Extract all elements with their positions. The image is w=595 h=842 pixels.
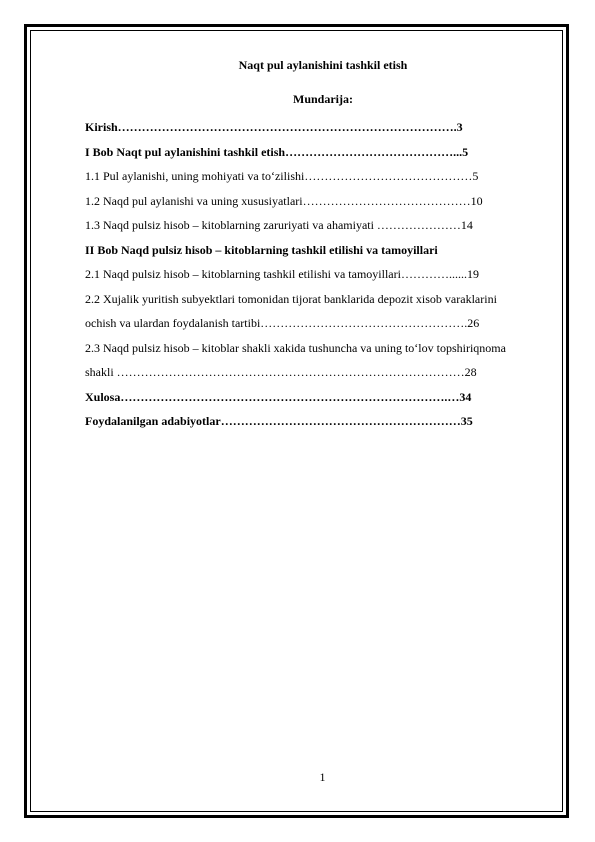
document-body bbox=[85, 55, 555, 434]
toc-entry[interactable]: 2.1 Naqd pulsiz hisob – kitoblarning tashkil etilishi va tamoyillari…………......19 bbox=[85, 267, 479, 281]
toc-entry[interactable]: II Bob Naqd pulsiz hisob – kitoblarning tashkil etilishi va tamoyillari bbox=[85, 242, 438, 257]
toc-entry[interactable]: 1.3 Naqd pulsiz hisob – kitoblarning zaruriyati va ahamiyati …………………14 bbox=[85, 218, 473, 232]
toc-entry[interactable]: 2.2 Xujalik yuritish subyektlari tomonidan tijorat banklarida depozit xisob varaklarini bbox=[85, 291, 497, 306]
document-title: Naqt pul aylanishini tashkil etish bbox=[238, 58, 408, 72]
table-of-contents bbox=[85, 115, 555, 434]
toc-entry[interactable]: 1.2 Naqd pul aylanishi va uning xususiyatlari……………………………………10 bbox=[85, 193, 483, 208]
toc-entry[interactable]: 2.3 Naqd pulsiz hisob – kitoblar shakli xakida tushuncha va uning to‘lov topshiriqnoma bbox=[85, 340, 506, 355]
toc-entry[interactable]: 1.1 Pul aylanishi, uning mohiyati va to‘zilishi……………………………………5 bbox=[85, 169, 479, 183]
toc-entry[interactable]: Xulosa……………………………………………………………………….…34 bbox=[85, 389, 472, 404]
page-number: 1 bbox=[319, 770, 326, 784]
toc-entry[interactable]: I Bob Naqt pul aylanishini tashkil etish……………………………………...5 bbox=[85, 144, 469, 159]
toc-entry[interactable]: shakli ……………………………………………………………………………28 bbox=[85, 365, 477, 379]
toc-entry[interactable]: ochish va ulardan foydalanish tartibi…………………………………………….26 bbox=[85, 316, 480, 330]
toc-entry[interactable]: Kirish………………………………………………………………………….3 bbox=[85, 120, 463, 134]
toc-heading: Mundarija: bbox=[293, 92, 353, 106]
toc-entry[interactable]: Foydalanilgan adabiyotlar……………………………………………………35 bbox=[85, 414, 473, 428]
